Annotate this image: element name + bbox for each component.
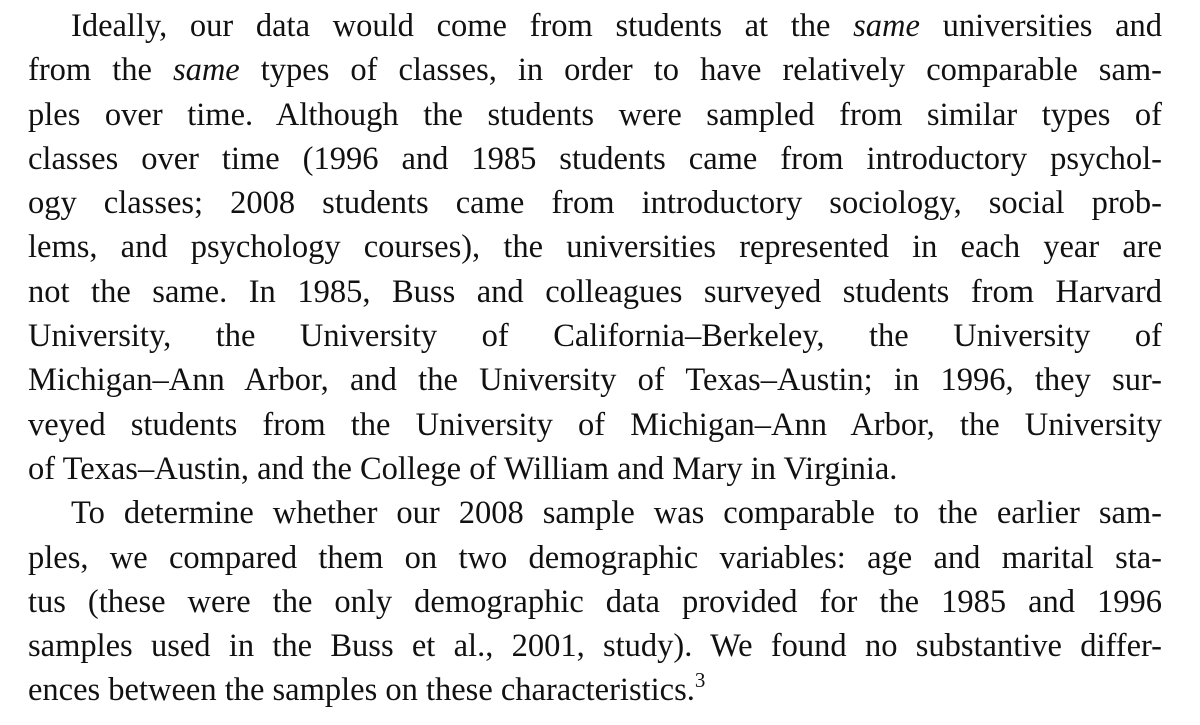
text-line: ogy classes; 2008 students came from introductory sociology, social prob- [28,185,1162,222]
text-line: ences between the samples on these characteristics.$^3$ [28,668,706,709]
text-line: not the same. In 1985, Buss and colleagues surveyed students from Harvard [28,273,1162,310]
text-line: classes over time (1996 and 1985 students came from introductory psychol- [28,140,1162,177]
paragraph-demographic-comparison [28,491,1162,712]
text-line: ples, we compared them on two demographic variables: age and marital sta- [28,539,1162,576]
text-line: veyed students from the University of Michigan–Ann Arbor, the University [28,406,1162,443]
text-line: Michigan–Ann Arbor, and the University of Texas–Austin; in 1996, they sur- [28,362,1162,399]
text-line: samples used in the Buss et al., 2001, study). We found no substantive differ- [28,628,1162,665]
emphasis-same: same [172,52,240,89]
emphasis-same: same [853,8,920,44]
text-line: tus (these were the only demographic data provided for the 1985 and 1996 [28,583,1162,620]
text-line: Ideally, our data would come from students at the same universities and [71,8,1162,44]
text-line: lems, and psychology courses), the universities represented in each year are [28,229,1162,266]
text-line: ples over time. Although the students were sampled from similar types of [28,96,1162,133]
paragraph-sampling-comparability [28,4,1162,491]
text-line: To determine whether our 2008 sample was comparable to the earlier sam- [71,495,1162,532]
text-line: University, the University of California–Berkeley, the University of [28,318,1162,355]
text-line: of Texas–Austin, and the College of William and Mary in Virginia. [28,450,898,487]
text-line: from the same types of classes, in order to have relatively comparable sam- [28,52,1162,89]
footnote-marker[interactable]: 3 [694,668,706,693]
document-page [28,4,1162,713]
